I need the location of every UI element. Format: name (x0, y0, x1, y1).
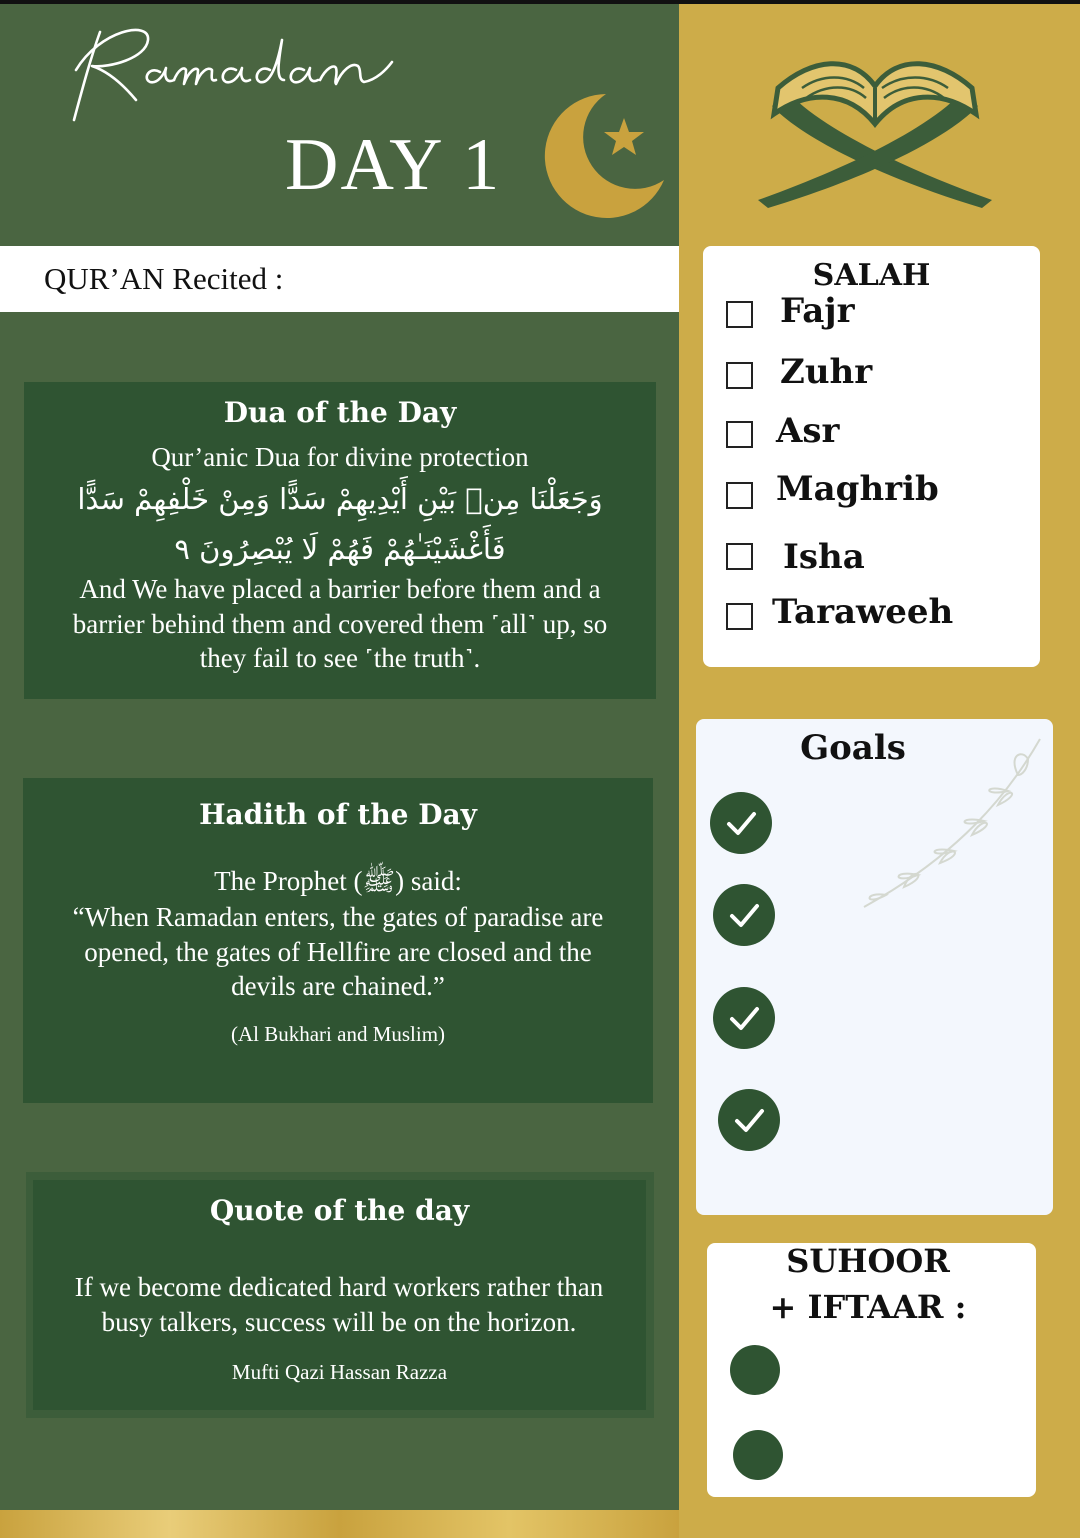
goals-heading: Goals (800, 728, 906, 768)
checkbox[interactable] (726, 421, 753, 448)
iftaar-bullet[interactable] (733, 1430, 783, 1480)
suhoor-bullet[interactable] (730, 1345, 780, 1395)
check-icon (718, 1089, 780, 1151)
quran-recited-label: QUR’AN Recited : (44, 261, 284, 296)
suhoor-heading-line-1: SUHOOR (786, 1242, 950, 1280)
salah-item-label: Asr (776, 411, 840, 451)
gold-bottom-strip (0, 1510, 679, 1538)
checkbox[interactable] (726, 301, 753, 328)
hadith-text: “When Ramadan enters, the gates of paradise are opened, the gates of Hellfire are closed and the devils are chained.” (72, 902, 604, 1001)
dua-card (24, 382, 656, 699)
hadith-intro: The Prophet (ﷺ) said: (214, 866, 462, 896)
salah-item-label: Taraweeh (772, 592, 954, 632)
goal-check-4[interactable] (718, 1089, 780, 1151)
hadith-title: Hadith of the Day (199, 798, 477, 831)
quote-title: Quote of the day (209, 1194, 470, 1227)
quran-stand-icon (752, 28, 998, 220)
quote-card (33, 1180, 646, 1410)
goal-check-3[interactable] (713, 987, 775, 1049)
checkbox[interactable] (726, 543, 753, 570)
dua-translation: And We have placed a barrier before them and a barrier behind them and covered them ˹all˺ up, so they fail to see ˹the truth˺. (72, 574, 608, 673)
ramadan-script-title (70, 10, 430, 130)
dua-title: Dua of the Day (223, 396, 457, 429)
goal-check-1[interactable] (710, 792, 772, 854)
salah-item-label: Isha (783, 537, 865, 577)
checkbox[interactable] (726, 603, 753, 630)
hadith-card (23, 778, 653, 1103)
hadith-source: (Al Bukhari and Muslim) (230, 1022, 446, 1046)
quote-author: Mufti Qazi Hassan Razza (231, 1360, 448, 1384)
quote-text: If we become dedicated hard workers rather than busy talkers, success will be on the horizon. (74, 1272, 604, 1337)
dua-subtitle: Qur’anic Dua for divine protection (151, 442, 529, 472)
salah-item-label: Zuhr (780, 352, 873, 392)
goal-check-2[interactable] (713, 884, 775, 946)
salah-item-label: Maghrib (776, 469, 939, 509)
salah-item-label: Fajr (780, 291, 855, 331)
check-icon (713, 884, 775, 946)
suhoor-heading-line-2: + IFTAAR : (769, 1288, 967, 1326)
suhoor-iftaar-heading (707, 1238, 1029, 1330)
salah-heading: SALAH (812, 258, 931, 293)
dua-arabic-line-2: فَأَغْشَيْنَـٰهُمْ فَهُمْ لَا يُبْصِرُونَ ٩ (174, 532, 506, 566)
dua-arabic-line-1: وَجَعَلْنَا مِنۢ بَيْنِ أَيْدِيهِمْ سَدًّا وَمِنْ خَلْفِهِمْ سَدًّا (77, 482, 603, 516)
day-title: DAY 1 (285, 124, 502, 206)
check-icon (713, 987, 775, 1049)
check-icon (710, 792, 772, 854)
crescent-star-icon (536, 88, 670, 222)
checkbox[interactable] (726, 362, 753, 389)
checkbox[interactable] (726, 482, 753, 509)
